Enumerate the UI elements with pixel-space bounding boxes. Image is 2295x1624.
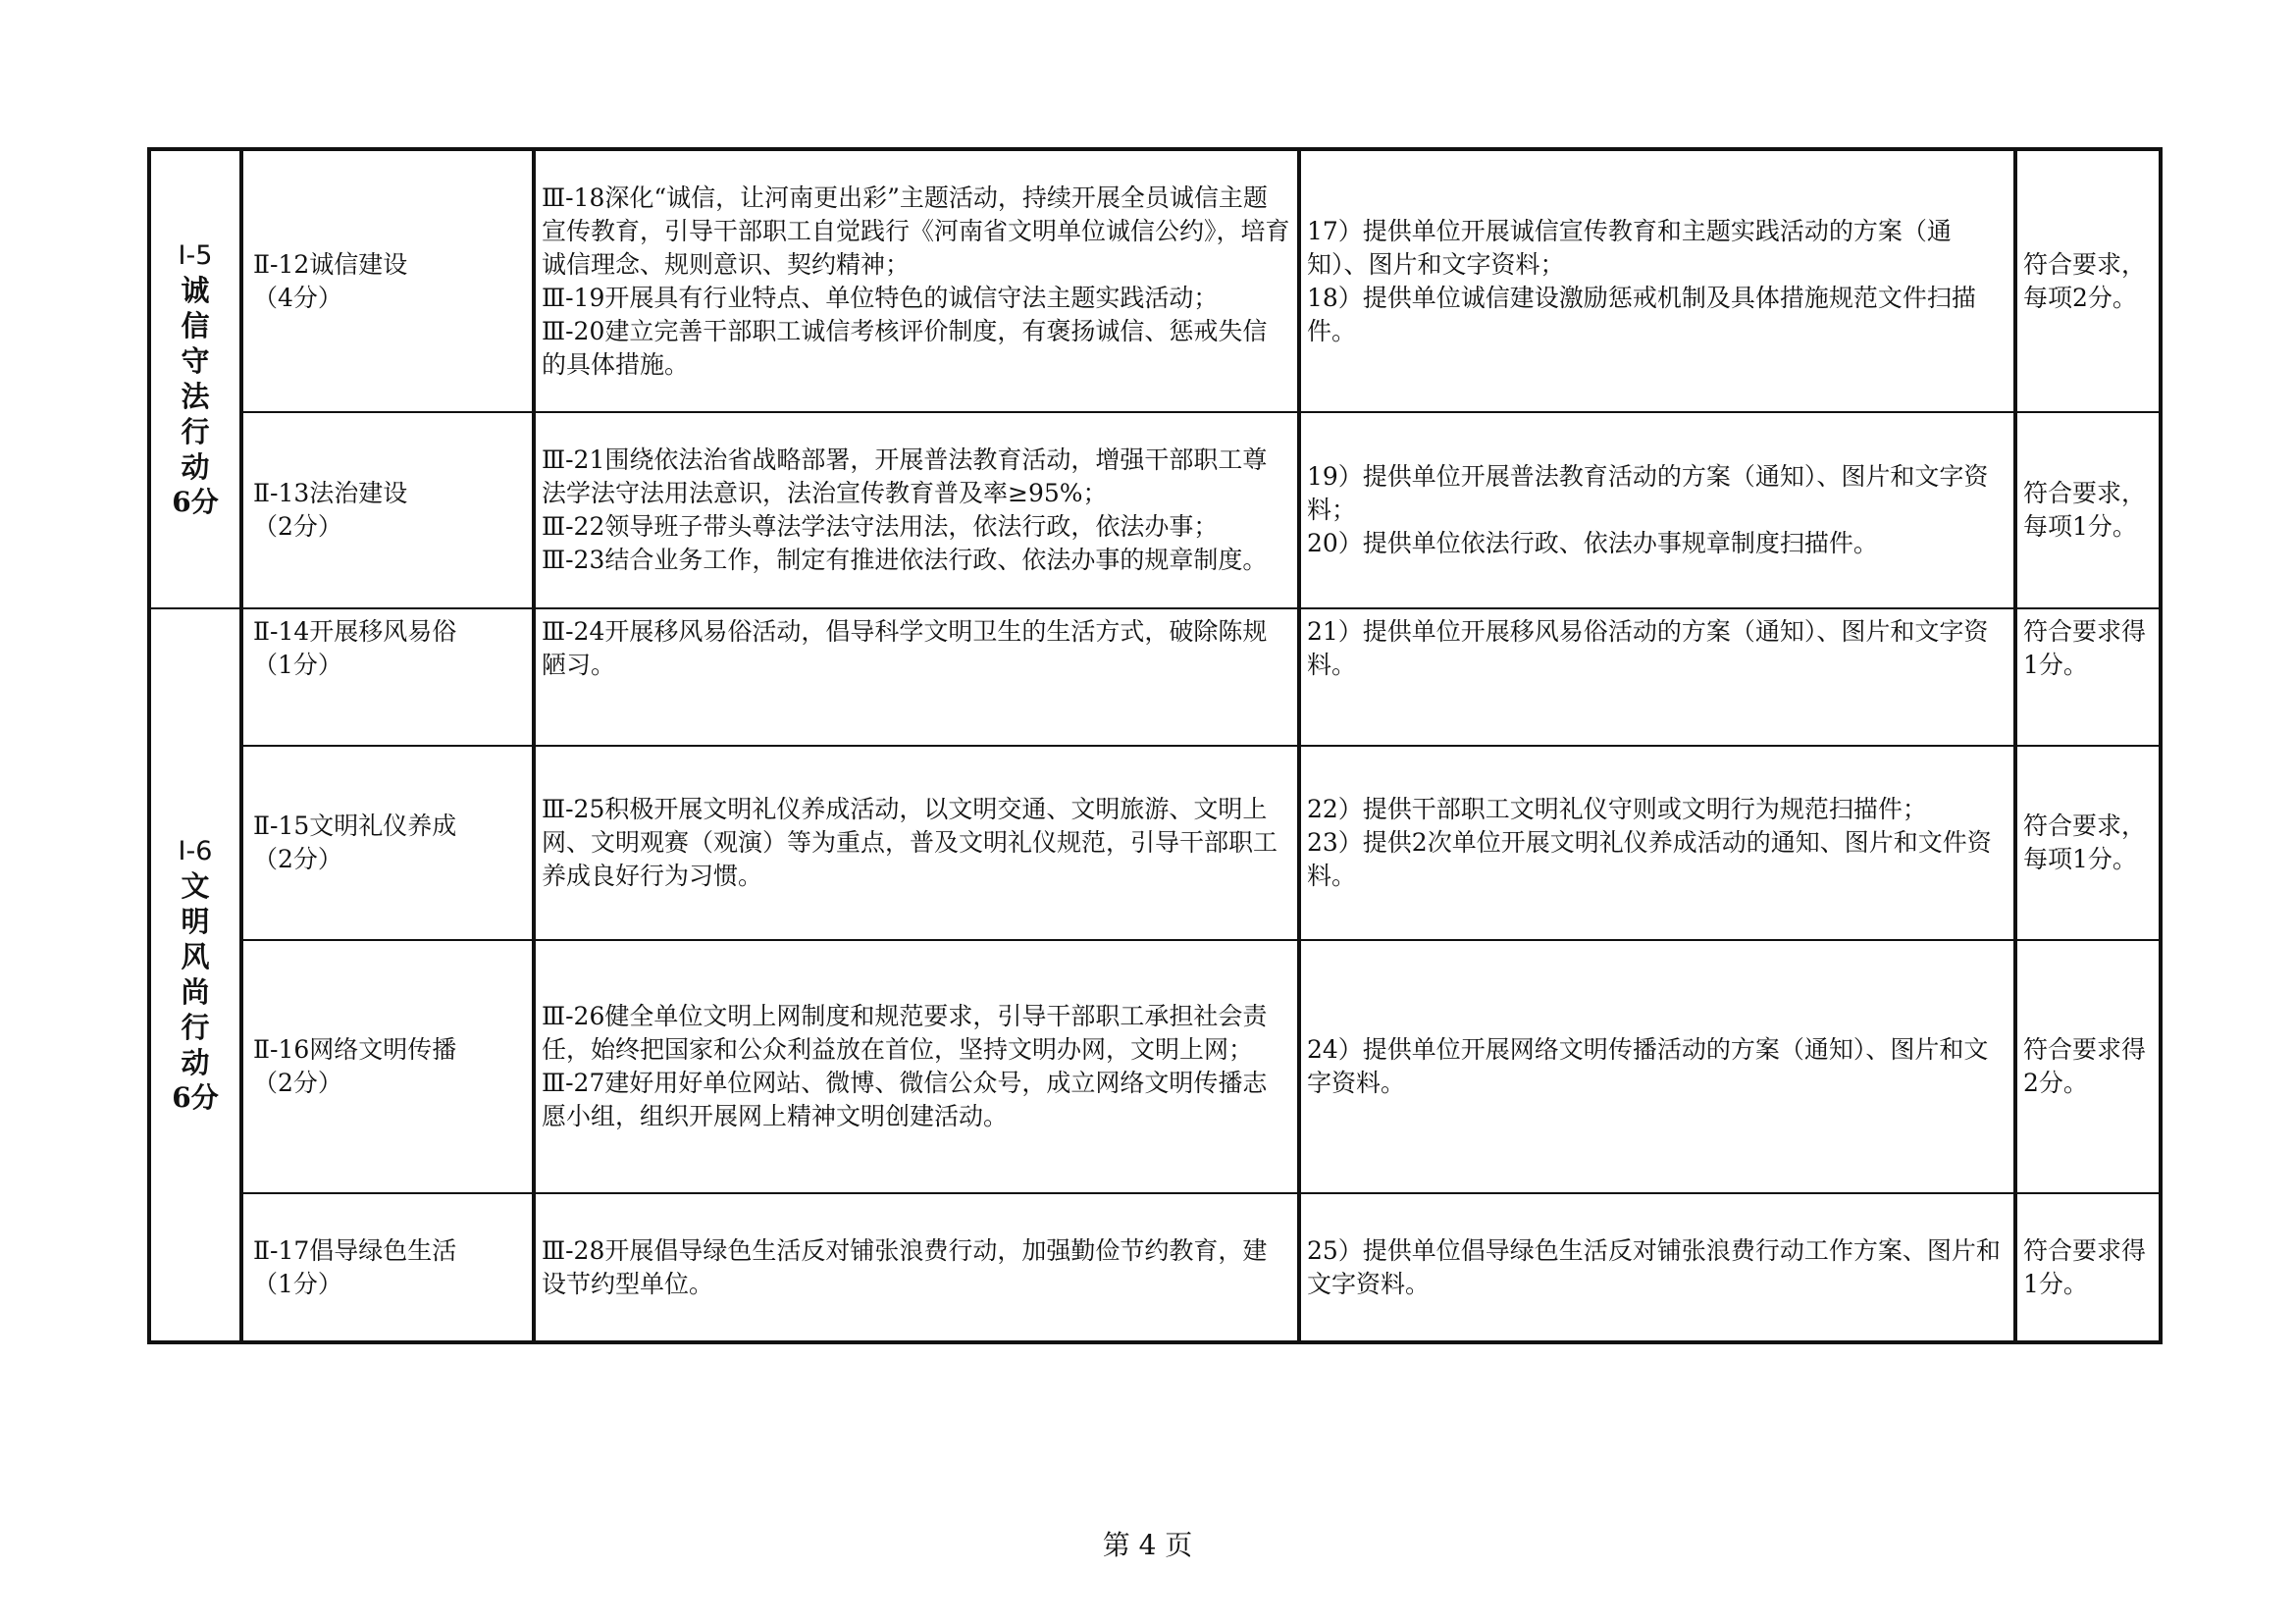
- level2-cell: [241, 940, 534, 1193]
- evidence-cell: [1299, 608, 2015, 746]
- evidence-item: 25）提供单位倡导绿色生活反对铺张浪费行动工作方案、图片和文字资料。: [1307, 1235, 2001, 1298]
- scoring-cell: 符合要求得2分。: [2015, 940, 2161, 1193]
- level2-name: Ⅱ-17倡导绿色生活: [253, 1235, 457, 1265]
- standards-cell: [534, 412, 1299, 608]
- level1-code: Ⅰ-5: [178, 239, 213, 271]
- table-row: [149, 746, 2161, 940]
- scoring-cell: 符合要求，每项1分。: [2015, 412, 2161, 608]
- evidence-cell: [1299, 1193, 2015, 1342]
- level1-score: 6分: [172, 485, 219, 518]
- evidence-cell: [1299, 149, 2015, 412]
- standard-item: Ⅲ-20建立完善干部职工诚信考核评价制度，有褒扬诚信、惩戒失信的具体措施。: [542, 316, 1268, 379]
- level2-cell: [241, 412, 534, 608]
- standards-cell: [534, 940, 1299, 1193]
- scoring-cell: 符合要求得1分。: [2015, 608, 2161, 746]
- standard-item: Ⅲ-22领导班子带头尊法学法守法用法，依法行政，依法办事；: [542, 512, 1219, 541]
- scoring-cell: 符合要求，每项1分。: [2015, 746, 2161, 940]
- level2-score: （1分）: [253, 651, 342, 679]
- level2-score: （2分）: [253, 845, 342, 873]
- evaluation-table: [147, 147, 2163, 1344]
- evidence-item: 21）提供单位开展移风易俗活动的方案（通知）、图片和文字资料。: [1307, 617, 1989, 679]
- evidence-item: 20）提供单位依法行政、依法办事规章制度扫描件。: [1307, 529, 1878, 557]
- standard-item: Ⅲ-21围绕依法治省战略部署，开展普法教育活动，增强干部职工尊法学法守法用法意识，法治宣传教育普及率≥95%；: [542, 445, 1268, 507]
- standards-cell: [534, 608, 1299, 746]
- table-row: [149, 608, 2161, 746]
- standard-item: Ⅲ-25积极开展文明礼仪养成活动，以文明交通、文明旅游、文明上网、文明观赛（观演）等为重点，普及文明礼仪规范，引导干部职工养成良好行为习惯。: [542, 795, 1278, 890]
- scoring-cell: 符合要求得1分。: [2015, 1193, 2161, 1342]
- table-row: [149, 149, 2161, 412]
- level2-score: （1分）: [253, 1269, 342, 1298]
- standard-item: Ⅲ-23结合业务工作，制定有推进依法行政、依法办事的规章制度。: [542, 546, 1268, 574]
- level1-name: 文明风尚行动: [181, 868, 210, 1079]
- table-row: [149, 1193, 2161, 1342]
- level2-name: Ⅱ-15文明礼仪养成: [253, 812, 457, 840]
- evidence-item: 24）提供单位开展网络文明传播活动的方案（通知）、图片和文字资料。: [1307, 1035, 1989, 1097]
- level1-score: 6分: [172, 1080, 219, 1114]
- page-number: 第 4 页: [1102, 1529, 1193, 1561]
- evidence-cell: [1299, 746, 2015, 940]
- table-row: [149, 940, 2161, 1193]
- level1-cell: [149, 149, 241, 608]
- standard-item: Ⅲ-18深化“诚信，让河南更出彩”主题活动，持续开展全员诚信主题宣传教育，引导干部职工自觉践行《河南省文明单位诚信公约》，培育诚信理念、规则意识、契约精神；: [542, 183, 1290, 279]
- evidence-cell: [1299, 412, 2015, 608]
- evidence-item: 19）提供单位开展普法教育活动的方案（通知）、图片和文字资料；: [1307, 462, 1989, 524]
- level2-score: （4分）: [253, 283, 342, 312]
- evidence-item: 22）提供干部职工文明礼仪守则或文明行为规范扫描件；: [1307, 795, 1927, 823]
- level2-score: （2分）: [253, 1069, 342, 1097]
- level2-name: Ⅱ-12诚信建设: [253, 249, 408, 279]
- level2-score: （2分）: [253, 512, 342, 541]
- level1-code: Ⅰ-6: [178, 835, 213, 866]
- level2-cell: [241, 608, 534, 746]
- scoring-cell: 符合要求，每项2分。: [2015, 149, 2161, 412]
- level1-cell: [149, 608, 241, 1342]
- level2-name: Ⅱ-13法治建设: [253, 479, 408, 507]
- standard-item: Ⅲ-26健全单位文明上网制度和规范要求，引导干部职工承担社会责任，始终把国家和公众利益放在首位，坚持文明办网，文明上网；: [542, 1002, 1268, 1064]
- level2-cell: [241, 1193, 534, 1342]
- standard-item: Ⅲ-24开展移风易俗活动，倡导科学文明卫生的生活方式，破除陈规陋习。: [542, 617, 1268, 679]
- level1-name: 诚信守法行动: [181, 273, 210, 484]
- standards-cell: [534, 1193, 1299, 1342]
- level2-name: Ⅱ-14开展移风易俗: [253, 617, 457, 646]
- evidence-item: 17）提供单位开展诚信宣传教育和主题实践活动的方案（通知）、图片和文字资料；: [1307, 216, 1952, 279]
- level2-name: Ⅱ-16网络文明传播: [253, 1035, 457, 1064]
- table-row: [149, 412, 2161, 608]
- standards-cell: [534, 149, 1299, 412]
- level2-cell: [241, 149, 534, 412]
- standard-item: Ⅲ-27建好用好单位网站、微博、微信公众号，成立网络文明传播志愿小组，组织开展网上精神文明创建活动。: [542, 1069, 1268, 1130]
- level2-cell: [241, 746, 534, 940]
- standards-cell: [534, 746, 1299, 940]
- evidence-item: 18）提供单位诚信建设激励惩戒机制及具体措施规范文件扫描件。: [1307, 283, 1976, 345]
- evidence-item: 23）提供2次单位开展文明礼仪养成活动的通知、图片和文件资料。: [1307, 828, 1992, 890]
- standard-item: Ⅲ-28开展倡导绿色生活反对铺张浪费行动，加强勤俭节约教育，建设节约型单位。: [542, 1235, 1268, 1298]
- standard-item: Ⅲ-19开展具有行业特点、单位特色的诚信守法主题实践活动；: [542, 283, 1219, 312]
- evidence-cell: [1299, 940, 2015, 1193]
